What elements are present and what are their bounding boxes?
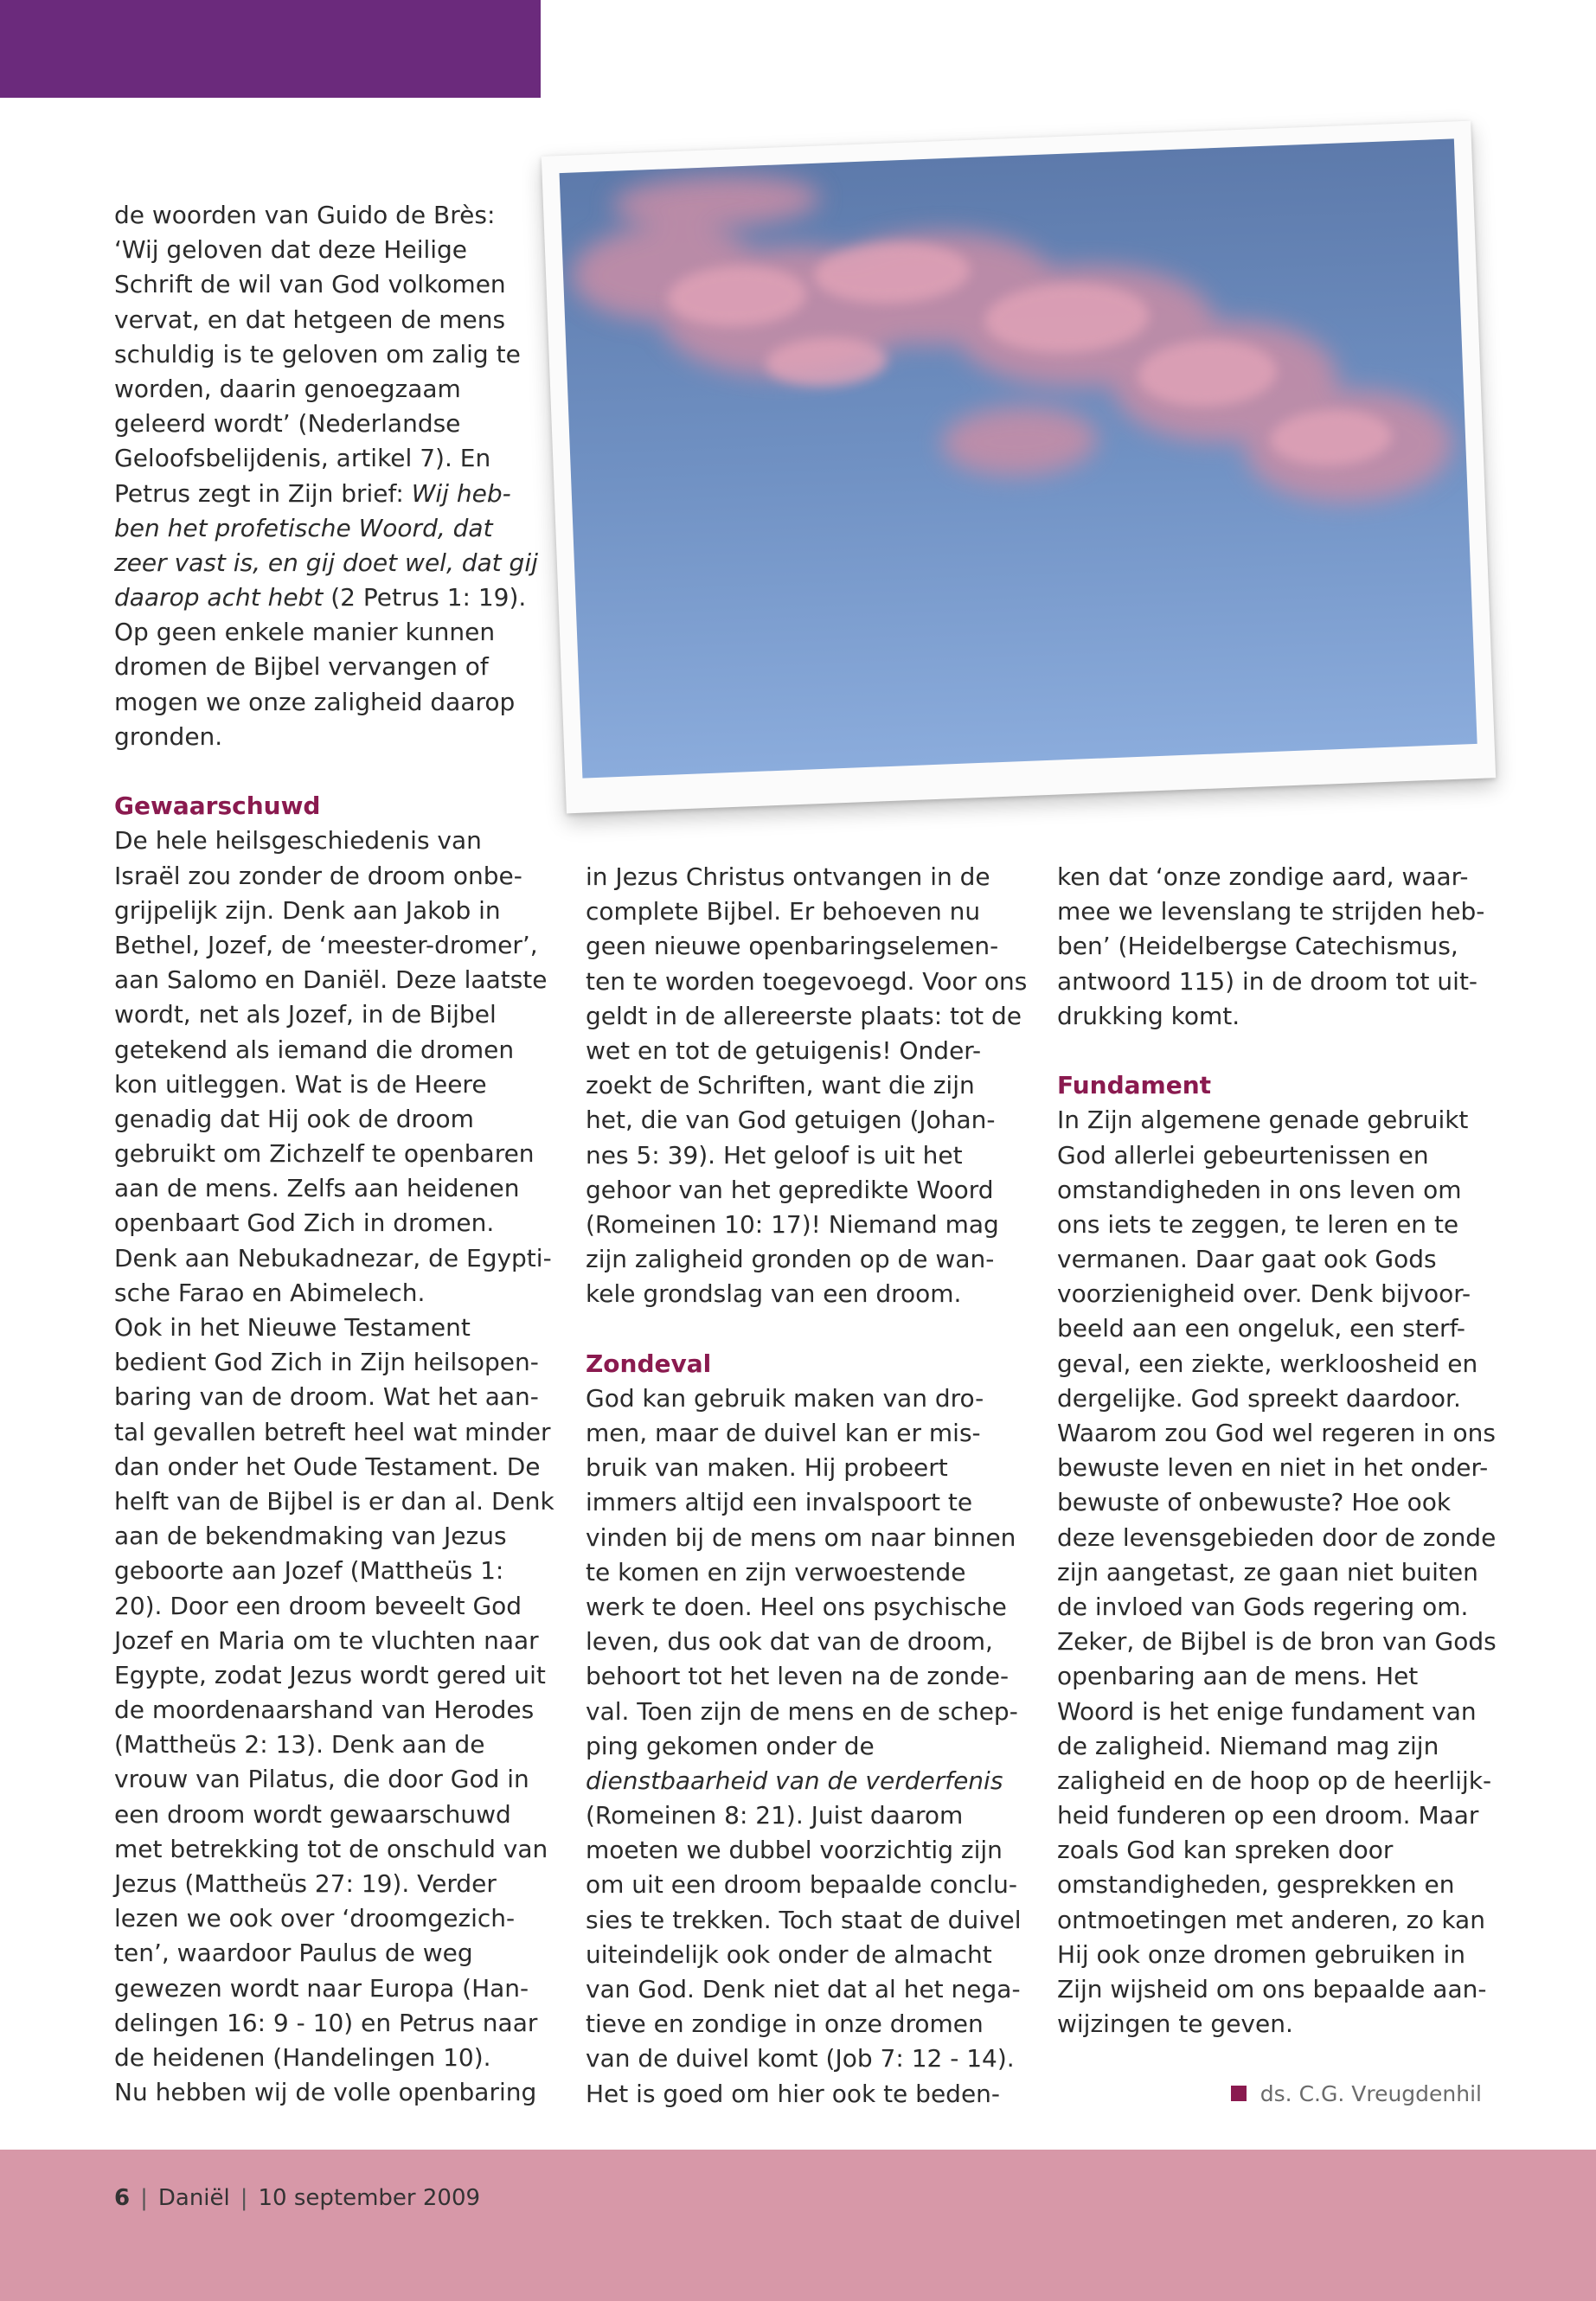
- text-line: God allerlei gebeurtenissen en: [1057, 1140, 1429, 1170]
- text-line: dromen de Bijbel vervangen of: [114, 652, 489, 682]
- text-line: gewezen wordt naar Europa (Han-: [114, 1973, 529, 2003]
- text-line: de heidenen (Handelingen 10).: [114, 2042, 491, 2072]
- text-line: de moordenaarshand van Herodes: [114, 1695, 535, 1725]
- text-line: Egypte, zodat Jezus wordt gered uit: [114, 1660, 546, 1689]
- top-color-bar: [0, 0, 541, 98]
- separator: |: [140, 2185, 148, 2211]
- text-line: geldt in de allereerste plaats: tot de: [586, 1001, 1022, 1030]
- text-line: Waarom zou God wel regeren in ons: [1057, 1419, 1496, 1447]
- text-line: Schrift de wil van God volkomen: [114, 270, 506, 299]
- magazine-name: Daniël: [157, 2185, 230, 2211]
- text-line: bewuste of onbewuste? Hoe ook: [1057, 1488, 1452, 1517]
- text-line: nes 5: 39). Het geloof is uit het: [586, 1140, 963, 1170]
- text-line: ten’, waardoor Paulus de weg: [114, 1939, 473, 1968]
- column-3: [1057, 860, 1497, 2041]
- text-line: (Romeinen 10: 17)! Niemand mag: [586, 1209, 999, 1239]
- text-line: met betrekking tot de onschuld van: [114, 1834, 548, 1863]
- text-line: vermanen. Daar gaat ook Gods: [1057, 1245, 1437, 1274]
- text-line: de invloed van Gods regering om.: [1057, 1592, 1469, 1621]
- section-body: [586, 860, 1027, 1311]
- photo-frame: [542, 121, 1496, 814]
- text-line: immers altijd een invalspoort te: [586, 1488, 973, 1517]
- text-line: men, maar de duivel kan er mis-: [586, 1419, 981, 1447]
- text-line: 20). Door een droom beveelt God: [114, 1591, 522, 1620]
- text-line: de zaligheid. Niemand mag zijn: [1057, 1731, 1439, 1760]
- text-line: van God. Denk niet dat al het nega-: [586, 1975, 1021, 2003]
- text-line: Bethel, Jozef, de ‘meester-dromer’,: [114, 930, 538, 959]
- text-line: ken dat ‘onze zondige aard, waar-: [1057, 862, 1469, 891]
- text-normal: Petrus zegt in Zijn brief:: [114, 478, 412, 508]
- text-line: complete Bijbel. Er behoeven nu: [586, 897, 981, 926]
- text-line: wet en tot de getuigenis! Onder-: [586, 1035, 982, 1065]
- text-line: beeld aan een ongeluk, een sterf-: [1057, 1314, 1465, 1343]
- paragraph-gap: [114, 754, 554, 789]
- text-line: delingen 16: 9 - 10) en Petrus naar: [114, 2008, 538, 2037]
- section-body: [114, 824, 554, 2110]
- text-line: kon uitleggen. Wat is de Heere: [114, 1069, 487, 1099]
- section-heading: Zondeval: [586, 1349, 712, 1378]
- text-line-mixed: [114, 580, 554, 615]
- text-line: aan de bekendmaking van Jezus: [114, 1522, 507, 1551]
- text-italic: Wij heb-: [411, 478, 511, 508]
- text-line: wordt, net als Jozef, in de Bijbel: [114, 1000, 497, 1029]
- text-line: omstandigheden, gesprekken en: [1057, 1870, 1455, 1900]
- text-line-italic: [114, 546, 554, 580]
- text-line: om uit een droom bepaalde conclu-: [586, 1870, 1017, 1900]
- text-line: geval, een ziekte, werkloosheid en: [1057, 1349, 1478, 1378]
- text-line: Ook in het Nieuwe Testament: [114, 1313, 471, 1342]
- text-line: zijn aangetast, ze gaan niet buiten: [1057, 1557, 1478, 1586]
- text-line: werk te doen. Heel ons psychische: [586, 1592, 1007, 1621]
- text-line: zoekt de Schriften, want die zijn: [586, 1071, 975, 1100]
- text-line: tal gevallen betreft heel wat minder: [114, 1417, 551, 1446]
- clouds-illustration: [560, 138, 1477, 778]
- text-line: gronden.: [114, 721, 223, 751]
- text-line: schuldig is te geloven om zalig te: [114, 339, 521, 369]
- text-line: bedient God Zich in Zijn heilsopen-: [114, 1348, 539, 1377]
- text-line: geboorte aan Jozef (Mattheüs 1:: [114, 1556, 504, 1586]
- text-line: de woorden van Guido de Brès:: [114, 201, 496, 229]
- section-body: [586, 1381, 1027, 1764]
- text-line: ten te worden toegevoegd. Voor ons: [586, 966, 1028, 996]
- text-line: omstandigheden in ons leven om: [1057, 1175, 1462, 1204]
- text-line: antwoord 115) in de droom tot uit-: [1057, 966, 1478, 996]
- text-line: heid funderen op een droom. Maar: [1057, 1801, 1479, 1830]
- text-line: van de duivel komt (Job 7: 12 - 14).: [586, 2044, 1015, 2073]
- text-line: tieve en zondige in onze dromen: [586, 2009, 984, 2039]
- text-italic: dienstbaarheid van de verderfenis: [586, 1766, 1003, 1795]
- text-line: De hele heilsgeschiedenis van: [114, 826, 482, 856]
- author-signature: [1231, 2081, 1482, 2106]
- page-footer: [114, 2185, 480, 2211]
- section-body: [1057, 860, 1497, 1034]
- text-italic: zeer vast is, en gij doet wel, dat gij: [114, 548, 538, 577]
- sky-clouds-photo: [560, 138, 1477, 778]
- text-line: gehoor van het gepredikte Woord: [586, 1175, 994, 1204]
- text-line: kele grondslag van een droom.: [586, 1279, 962, 1309]
- text-line: openbaart God Zich in dromen.: [114, 1208, 495, 1238]
- text-line: Zijn wijsheid om ons bepaalde aan-: [1057, 1975, 1487, 2003]
- text-line: (Mattheüs 2: 13). Denk aan de: [114, 1730, 485, 1759]
- text-line: gebruikt om Zichzelf te openbaren: [114, 1139, 535, 1169]
- text-line: Jozef en Maria om te vluchten naar: [114, 1625, 539, 1655]
- text-line: te komen en zijn verwoestende: [586, 1557, 966, 1586]
- text-line: voorzienigheid over. Denk bijvoor-: [1057, 1279, 1471, 1309]
- text-line: mee we levenslang te strijden heb-: [1057, 897, 1485, 926]
- footer-band: [0, 2150, 1596, 2301]
- text-line: behoort tot het leven na de zonde-: [586, 1662, 1010, 1691]
- text-line: getekend als iemand die dromen: [114, 1035, 515, 1064]
- text-line-mixed: [114, 477, 554, 511]
- text-line: mogen we onze zaligheid daarop: [114, 687, 516, 716]
- text-italic: ben het profetische Woord, dat: [114, 513, 493, 542]
- text-italic: daarop acht hebt: [114, 583, 324, 612]
- text-line: ping gekomen onder de: [586, 1731, 875, 1760]
- text-line: bewuste leven en niet in het onder-: [1057, 1453, 1489, 1483]
- text-line: baring van de droom. Wat het aan-: [114, 1382, 539, 1412]
- text-line: Zeker, de Bijbel is de bron van Gods: [1057, 1627, 1497, 1657]
- text-line: wijzingen te geven.: [1057, 2009, 1293, 2039]
- text-line: Woord is het enige fundament van: [1057, 1696, 1477, 1726]
- text-line: Op geen enkele manier kunnen: [114, 618, 496, 647]
- paragraph-gap: [1057, 1034, 1497, 1068]
- text-line: ontmoetingen met anderen, zo kan: [1057, 1905, 1485, 1934]
- text-line: geleerd wordt’ (Nederlandse: [114, 409, 461, 439]
- text-line: bruik van maken. Hij probeert: [586, 1453, 948, 1483]
- text-line: zijn zaligheid gronden op de wan-: [586, 1245, 995, 1274]
- text-line: grijpelijk zijn. Denk aan Jakob in: [114, 895, 501, 925]
- text-line: dergelijke. God spreekt daardoor.: [1057, 1383, 1461, 1413]
- section-heading: Gewaarschuwd: [114, 792, 321, 821]
- column-2: [586, 860, 1027, 2112]
- text-line: ben’ (Heidelbergse Catechismus,: [1057, 932, 1458, 961]
- text-line: ons iets te zeggen, te leren en te: [1057, 1209, 1459, 1239]
- text-line: openbaring aan de mens. Het: [1057, 1662, 1419, 1691]
- text-line: helft van de Bijbel is er dan al. Denk: [114, 1486, 554, 1516]
- text-line: aan de mens. Zelfs aan heidenen: [114, 1174, 520, 1203]
- text-line: sies te trekken. Toch staat de duivel: [586, 1905, 1022, 1934]
- text-line: Denk aan Nebukadnezar, de Egypti-: [114, 1243, 552, 1272]
- text-line: geen nieuwe openbaringselemen-: [586, 932, 999, 961]
- text-line: Jezus (Mattheüs 27: 19). Verder: [114, 1869, 497, 1898]
- issue-date: 10 september 2009: [258, 2185, 481, 2211]
- author-name: ds. C.G. Vreugdenhil: [1259, 2081, 1482, 2106]
- text-line: het, die van God getuigen (Johan-: [586, 1106, 996, 1135]
- text-line: vinden bij de mens om naar binnen: [586, 1522, 1016, 1552]
- square-bullet-icon: [1231, 2086, 1247, 2101]
- text-line-italic: [114, 511, 554, 546]
- text-line: In Zijn algemene genade gebruikt: [1057, 1106, 1469, 1135]
- text-line: (Romeinen 8: 21). Juist daarom: [586, 1801, 964, 1830]
- text-line: worden, daarin genoegzaam: [114, 374, 461, 403]
- text-line: Hij ook onze dromen gebruiken in: [1057, 1939, 1465, 1969]
- text-line: genadig dat Hij ook de droom: [114, 1104, 474, 1133]
- text-normal: (2 Petrus 1: 19).: [323, 583, 527, 612]
- column-1: [114, 198, 554, 2110]
- text-line: God kan gebruik maken van dro-: [586, 1383, 984, 1413]
- text-line: zaligheid en de hoop op de heerlijk-: [1057, 1766, 1492, 1795]
- text-line: val. Toen zijn de mens en de schep-: [586, 1696, 1018, 1726]
- text-line: aan Salomo en Daniël. Deze laatste: [114, 965, 548, 995]
- text-line: zoals God kan spreken door: [1057, 1836, 1394, 1865]
- text-line: sche Farao en Abimelech.: [114, 1278, 426, 1307]
- text-line: een droom wordt gewaarschuwd: [114, 1799, 511, 1829]
- separator: |: [240, 2185, 248, 2211]
- text-line: Israël zou zonder de droom onbe-: [114, 861, 522, 890]
- text-line: ‘Wij geloven dat deze Heilige: [114, 235, 468, 265]
- text-line: in Jezus Christus ontvangen in de: [586, 862, 990, 891]
- text-line: dan onder het Oude Testament. De: [114, 1452, 541, 1481]
- section-body: [586, 1798, 1027, 2112]
- text-line: moeten we dubbel voorzichtig zijn: [586, 1836, 1003, 1865]
- text-line-italic: [586, 1764, 1027, 1798]
- section-body: [1057, 1103, 1497, 2041]
- text-line: Geloofsbelijdenis, artikel 7). En: [114, 444, 491, 473]
- text-line: Nu hebben wij de volle openbaring: [114, 2078, 537, 2107]
- text-line: Het is goed om hier ook te beden-: [586, 2079, 1001, 2108]
- page-number: 6: [114, 2185, 131, 2211]
- text-line: drukking komt.: [1057, 1001, 1240, 1030]
- text-line: deze levensgebieden door de zonde: [1057, 1522, 1497, 1552]
- text-line: vervat, en dat hetgeen de mens: [114, 304, 506, 334]
- text-line: vrouw van Pilatus, die door God in: [114, 1765, 529, 1794]
- text-line: leven, dus ook dat van de droom,: [586, 1627, 993, 1657]
- text-line: uiteindelijk ook onder de almacht: [586, 1939, 992, 1969]
- text-line: lezen we ook over ‘droomgezich-: [114, 1904, 516, 1933]
- paragraph-gap: [586, 1311, 1027, 1346]
- section-heading: Fundament: [1057, 1071, 1212, 1100]
